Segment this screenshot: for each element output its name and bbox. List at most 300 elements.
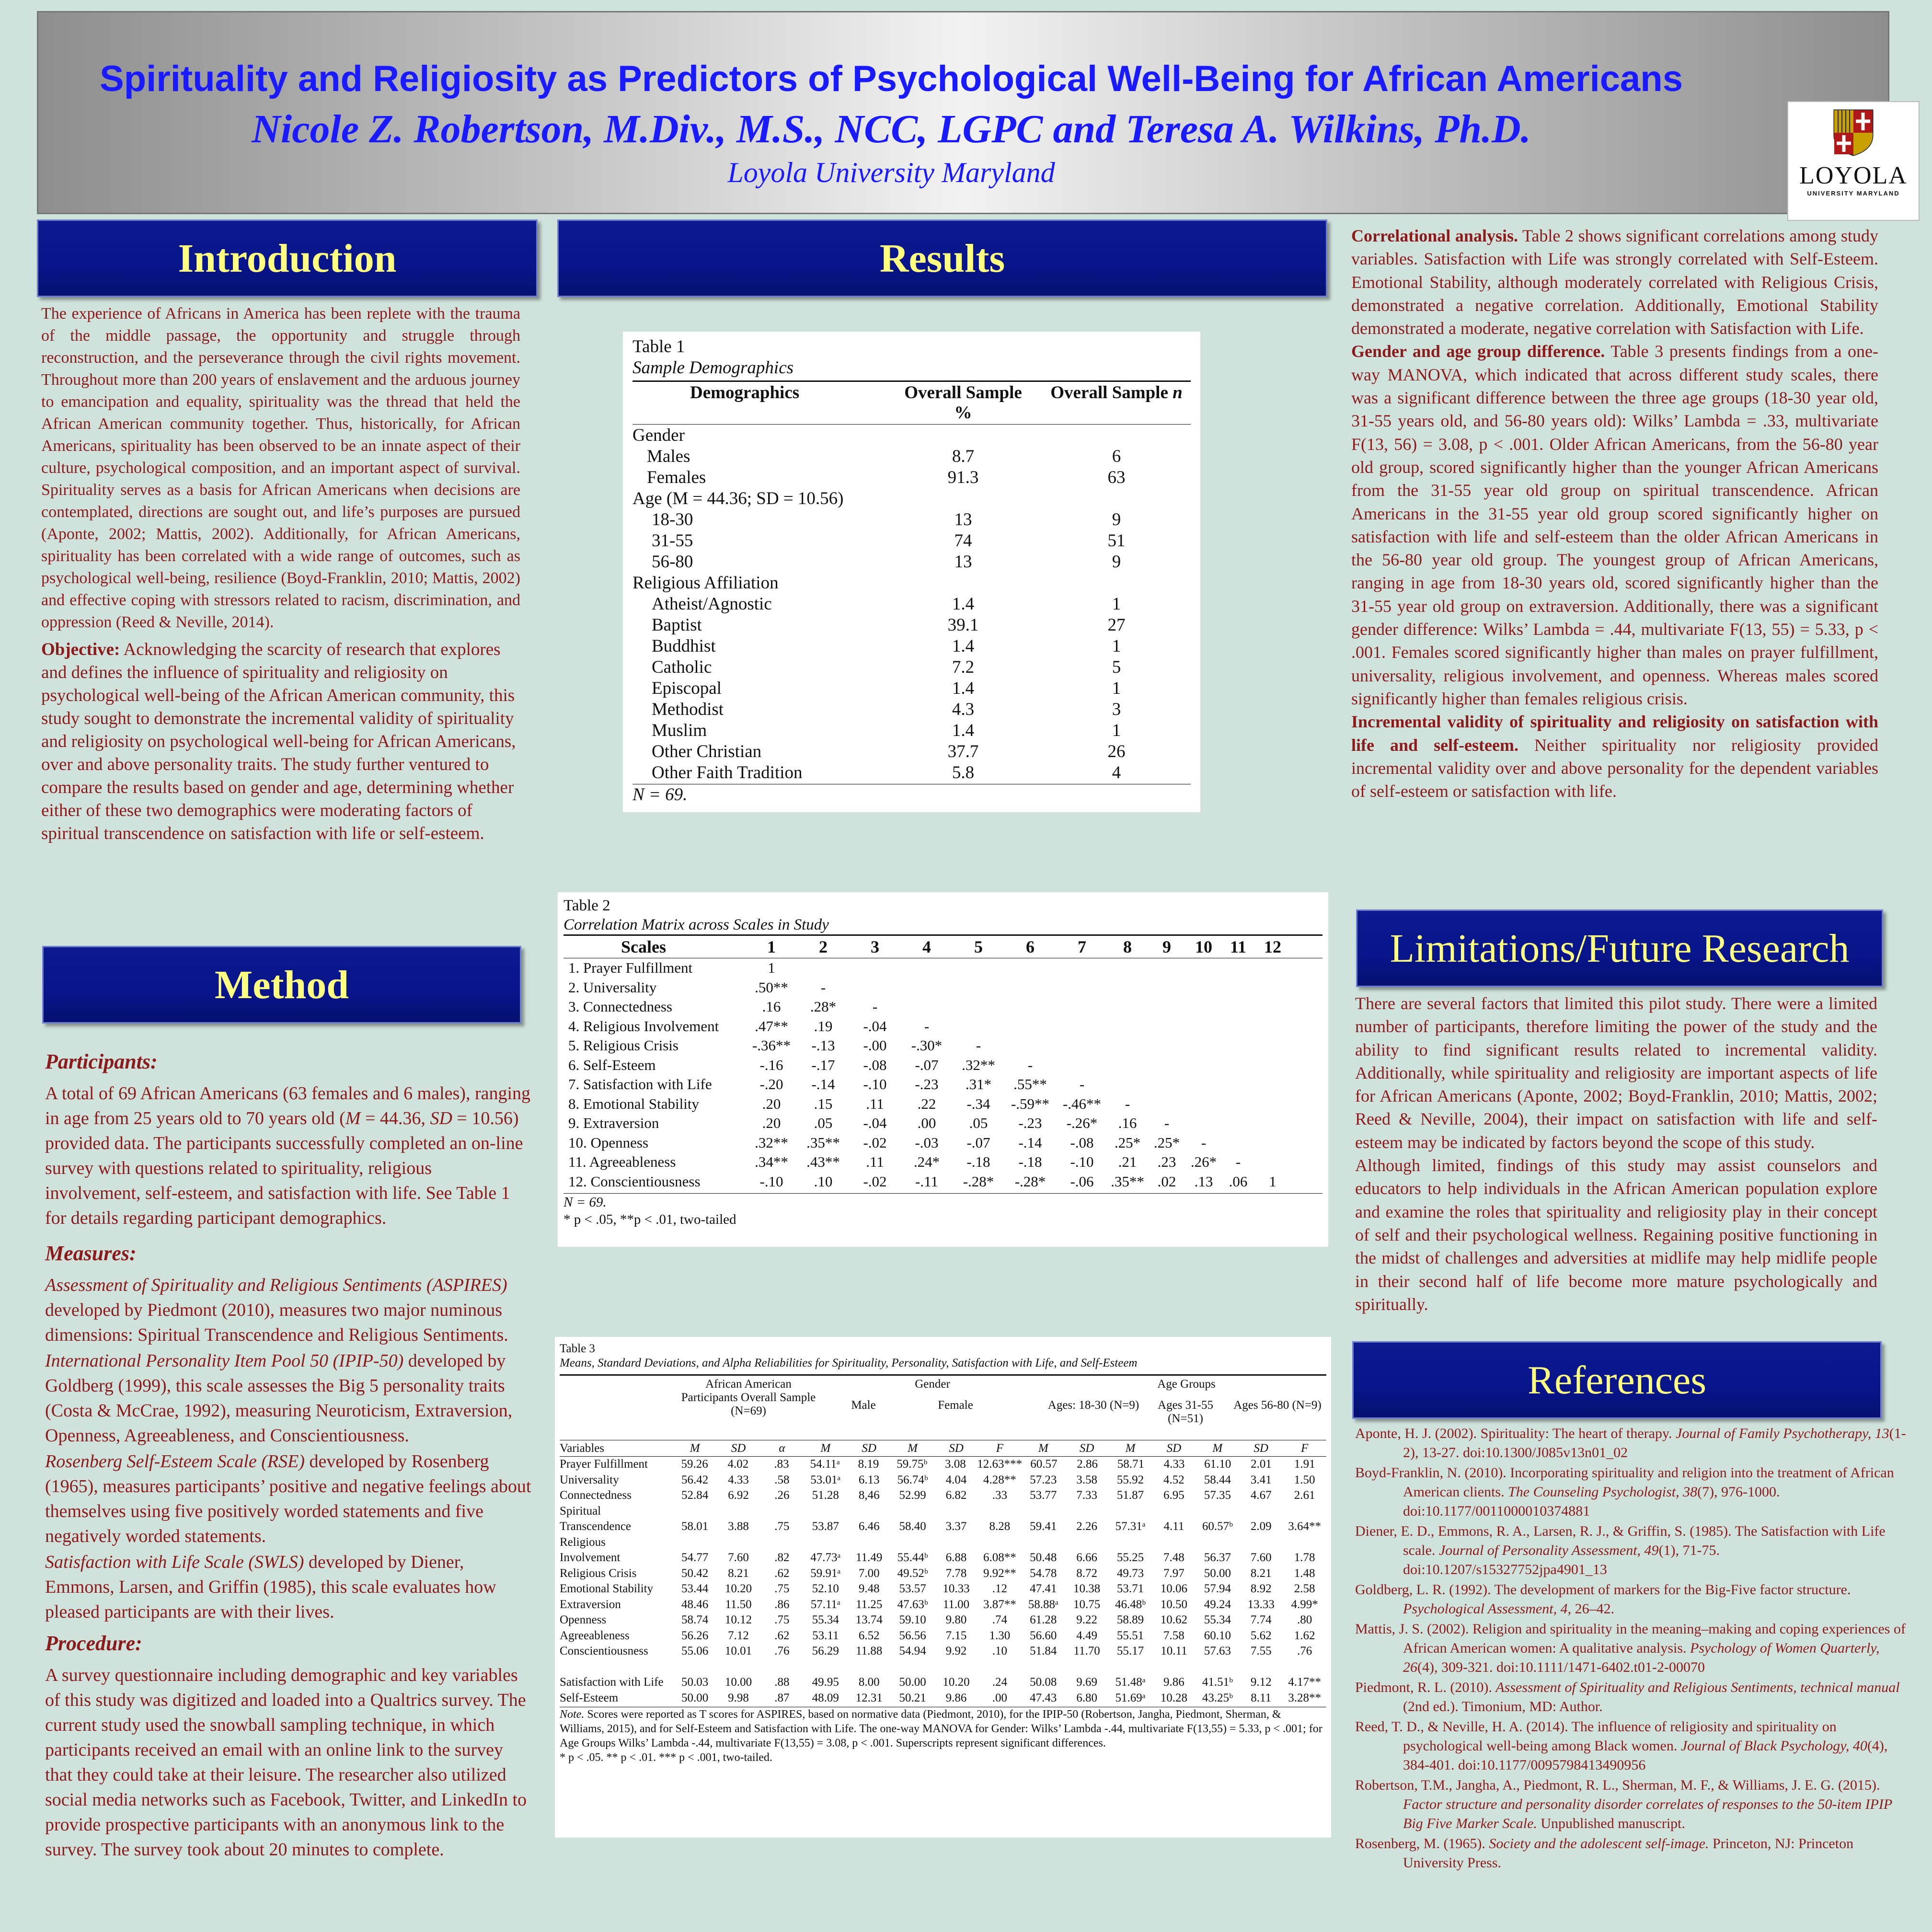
table-2-cell: -.46** xyxy=(1062,1095,1102,1112)
table-3-cell: 59.26 xyxy=(681,1458,708,1471)
table-1-cell-n: 1 xyxy=(1112,636,1121,656)
table-3-cell: 51.69ᵃ xyxy=(1115,1691,1146,1704)
table-3-cell: 6.52 xyxy=(858,1629,880,1642)
table-3-cell-variable: Conscientiousness xyxy=(560,1644,648,1658)
table-2-cell: .06 xyxy=(1229,1173,1248,1190)
limitations-body xyxy=(1355,992,1877,1316)
table-2-header xyxy=(564,936,1322,958)
table-3-col-header: M xyxy=(690,1441,700,1455)
table-3-cell: 60.57ᵇ xyxy=(1202,1520,1233,1533)
table-3-col-header: SD xyxy=(949,1441,964,1455)
table-2-cell-scale: 8. Emotional Stability xyxy=(568,1095,699,1112)
table-3-col-header: M xyxy=(908,1441,918,1455)
table-3-cell-variable: Self-Esteem xyxy=(560,1691,619,1704)
table-3-cell: 60.57 xyxy=(1030,1458,1058,1471)
table-3-cell: 58.40 xyxy=(899,1520,926,1533)
table-3-cell: 4.02 xyxy=(727,1458,749,1471)
table-3-cell: 61.28 xyxy=(1030,1613,1057,1627)
table-row xyxy=(632,446,1191,467)
table-3-cell-variable: Prayer Fulfillment xyxy=(560,1458,648,1471)
table-1 xyxy=(623,332,1200,812)
table-3-cell: 6.95 xyxy=(1163,1489,1184,1502)
table-3-cell: 9.86 xyxy=(945,1691,967,1704)
table-3-cell: 10.28 xyxy=(1160,1691,1188,1704)
table-3-cell: 54.11ᵃ xyxy=(810,1458,840,1471)
table-3-cell: 7.00 xyxy=(858,1566,880,1580)
table-2-body xyxy=(564,958,1322,1191)
table-2-cell: -.18 xyxy=(1018,1153,1042,1171)
table-1-cell-pct: 4.3 xyxy=(952,699,975,719)
table-2-cell: -.04 xyxy=(863,1115,887,1132)
table-3-cell: 13.74 xyxy=(855,1613,883,1627)
table-3-group-gender: Gender xyxy=(915,1378,950,1391)
table-3-cell: 47.63ᵇ xyxy=(897,1598,928,1611)
table-3-title: Means, Standard Deviations, and Alpha Reliabilities for Spirituality, Personality, Satisfaction with Life, and Self-Esteem xyxy=(560,1357,1138,1369)
table-3-cell: 9.12 xyxy=(1250,1676,1272,1689)
table-3-cell: 47.41 xyxy=(1030,1582,1057,1596)
reference-item xyxy=(1355,1580,1906,1619)
table-3-sub-age1: Ages: 18-30 (N=9) xyxy=(1047,1399,1139,1412)
table-3-cell: 4.49 xyxy=(1076,1629,1098,1642)
table-1-cell-pct: 13 xyxy=(954,509,972,529)
table-2-cell: .15 xyxy=(814,1095,833,1112)
table-3-cell: 4.67 xyxy=(1250,1489,1272,1502)
measure-text: developed by Goldberg (1999), this scale assesses the Big 5 personality traits (Costa & McCrae, 1992), measuring Neuroticism, Extraversion, Openness, Agreeableness, and Conscientiousness. xyxy=(45,1351,513,1446)
table-3-cell: .83 xyxy=(774,1458,789,1471)
table-2-cell: .50** xyxy=(755,978,788,996)
table-1-col-pct-line1: Overall Sample xyxy=(904,383,1022,402)
table-3-cell: 7.78 xyxy=(945,1566,967,1580)
procedure-text: A survey questionnaire including demographic and key variables of this study was digitized and loaded into a Qualtrics survey. The current study used the snowball sampling technique, in which participants received an email with an online link to the survey that they could take at their leisure. The researcher also utilized social media networks such as Facebook, Twitter, and LinkedIn to provide prospective participants with an anonymous link to the survey. The survey took about 20 minutes to complete. xyxy=(45,1665,527,1860)
table-3-cell: 2.58 xyxy=(1294,1582,1315,1596)
table-row xyxy=(632,678,1191,699)
table-2-cell: -.28* xyxy=(1014,1173,1046,1190)
table-3-cell: 55.25 xyxy=(1116,1551,1144,1564)
reference-item xyxy=(1355,1717,1906,1775)
table-3-col-header: F xyxy=(996,1441,1003,1455)
table-3-cell: 10.33 xyxy=(943,1582,970,1596)
table-row xyxy=(564,1017,1322,1036)
table-3-cell: .75 xyxy=(774,1520,790,1533)
table-row xyxy=(560,1472,1326,1488)
table-1-cell-pct: 91.3 xyxy=(947,467,979,487)
table-2-label: Table 2 xyxy=(564,897,610,914)
table-2-cell: .23 xyxy=(1157,1153,1176,1171)
table-3-cell: 55.17 xyxy=(1116,1644,1144,1658)
table-3-col-header: M xyxy=(1038,1441,1048,1455)
table-3-cell: 50.48 xyxy=(1030,1551,1057,1564)
table-3-cell: 8.28 xyxy=(989,1520,1011,1533)
table-3-cell: 3.28** xyxy=(1288,1691,1321,1704)
table-2-cell: -.26* xyxy=(1066,1115,1098,1132)
table-2-cell: -.14 xyxy=(811,1076,835,1093)
table-3-cell: 8.11 xyxy=(1251,1691,1272,1704)
table-1-cell-n: 1 xyxy=(1112,594,1121,614)
table-2-cell: - xyxy=(1125,1095,1130,1112)
table-3-cell: 6.80 xyxy=(1076,1691,1098,1704)
measure-item xyxy=(45,1273,531,1347)
table-3-col-header: Variables xyxy=(560,1441,605,1455)
gender-age-text: Table 3 presents findings from a one-way MANOVA, which indicated that across different study scales, there was a significant difference between the three age groups (18-30 year old, 31-55 years old, and 56-80 years old): Wilks’ Lambda = .33, multivariate F(13, 56) = 3.08, p < .001. Older African Americans, from the 56-80 year old group, scored significantly higher than the younger African Americans from the 31-55 year old group on spiritual transcendence. African Americans in the 31-55 year old group scored significantly higher on satisfaction with life and self-esteem than the older African Americans in the 56-80 year old group. The youngest group of African Americans, ranging in age from 18-30 years old, scored significantly higher than the 31-55 year old group on extraversion. Additionally, there was a significant gender difference: Wilks’ Lambda = .44, multivariate F(13, 55) = 5.33, p < .001. Females scored significantly higher than males on prayer fulfillment, universality, religious involvement, and openness. Whereas males scored significantly higher than females religious crisis. xyxy=(1351,342,1878,708)
table-3-col-header: SD xyxy=(862,1441,876,1455)
table-3-cell: 8.21 xyxy=(1250,1566,1272,1580)
table-2-cell: .31* xyxy=(965,1076,992,1093)
table-2-cell: .43** xyxy=(806,1153,840,1171)
table-row xyxy=(632,425,1191,446)
intro-paragraph: The experience of Africans in America has been replete with the trauma of the middle passage, the opportunity and struggle through reconstruction, and the perseverance through the civil rights movement. Throughout more than 200 years of enslavement and the arduous journey to emancipation and equality, spirituality was the thread that held the African American community together. Thus, historically, for African Americans, spirituality has been observed to be an innate aspect of their culture, psychological composition, and an important aspect of survival. Spirituality serves as a basis for African Americans when decisions are contemplated, directions are sought out, and life’s purposes are pursued (Aponte, 2002; Mattis, 2002). Additionally, for African Americans, spirituality has been correlated with a wide range of outcomes, such as psychological well-being, resilience (Boyd-Franklin, 2010; Mattis, 2002) and effective coping with stressors related to racism, discrimination, and oppression (Reed & Neville, 2014). xyxy=(41,305,520,631)
table-3-cell: 55.34 xyxy=(812,1613,839,1627)
table-3-cell: 2.09 xyxy=(1250,1520,1272,1533)
table-3-cell: 56.37 xyxy=(1204,1551,1231,1564)
table-2-cell: 1 xyxy=(768,959,775,977)
table-1-cell-label: Atheist/Agnostic xyxy=(652,594,772,614)
reference-item xyxy=(1355,1620,1906,1677)
table-3-cell-variable: Satisfaction with Life xyxy=(560,1676,664,1689)
table-3-cell: 10.38 xyxy=(1073,1582,1101,1596)
table-3-cell: 5.62 xyxy=(1250,1629,1272,1642)
table-2-col-header: 2 xyxy=(819,937,828,956)
table-2-col-header: 8 xyxy=(1123,937,1132,956)
table-2-cell: - xyxy=(1164,1115,1170,1132)
table-3-cell-variable: Agreeableness xyxy=(560,1629,630,1642)
table-3-cell: 11.70 xyxy=(1073,1644,1100,1658)
table-3-cell: 50.00 xyxy=(899,1676,926,1689)
table-3-cell: 9.92 xyxy=(945,1644,967,1658)
table-3-cell-variable: Universality xyxy=(560,1473,619,1486)
table-2-cell: -.36** xyxy=(752,1037,791,1054)
table-3-cell: 58.71 xyxy=(1117,1458,1144,1471)
table-2-cell: .16 xyxy=(762,998,781,1015)
reference-details: (4), 309-321. doi:10.1111/1471-6402.t01-2-00070 xyxy=(1417,1659,1705,1675)
table-3-cell: 55.34 xyxy=(1204,1613,1231,1627)
reference-item xyxy=(1355,1776,1906,1833)
results-header: Results xyxy=(557,219,1327,297)
table-3 xyxy=(555,1337,1331,1838)
table-row xyxy=(560,1535,1326,1551)
measure-text: developed by Diener, Emmons, Larsen, and Griffin (1985), this scale evaluates how pleased participants are with their lives. xyxy=(45,1552,496,1622)
table-3-cell: 8.72 xyxy=(1076,1566,1098,1580)
table-2-cell: -.23 xyxy=(1018,1115,1042,1132)
table-3-cell: 55.92 xyxy=(1116,1473,1144,1486)
reference-text: Robertson, T.M., Jangha, A., Piedmont, R. L., Sherman, M. F., & Williams, J. E. G. (2015). xyxy=(1355,1777,1880,1793)
table-3-cell-variable: Extraversion xyxy=(560,1598,621,1611)
references-header: References xyxy=(1352,1341,1882,1419)
table-row xyxy=(632,509,1191,530)
poster-affiliation: Loyola University Maryland xyxy=(727,157,1055,188)
table-3-cell: 49.52ᵇ xyxy=(897,1566,928,1580)
measure-name: International Personality Item Pool 50 (IPIP-50) xyxy=(45,1351,404,1371)
limitations-paragraph-2: Although limited, findings of this study may assist counselors and educators to help individuals in the African American population explore and examine the roles that spirituality and religiosity play in their concept of self and their psychological wellness. Regaining positive functioning in the midst of challenges and adversities at midlife may help midlife people in their second half of life become more mature psychologically and spiritually. xyxy=(1355,1156,1877,1314)
table-3-cell: 1.91 xyxy=(1294,1458,1315,1471)
table-3-cell: 48.09 xyxy=(812,1691,839,1704)
table-3-cell: .80 xyxy=(1297,1613,1312,1627)
table-3-cell: 50.42 xyxy=(681,1566,709,1580)
reference-details: (2nd ed.). Timonium, MD: Author. xyxy=(1403,1699,1603,1714)
table-3-cell: 56.74ᵇ xyxy=(897,1473,928,1486)
university-logo xyxy=(1787,101,1920,221)
table-2-cell: .20 xyxy=(762,1115,781,1132)
table-1-cell-pct: 37.7 xyxy=(947,741,979,761)
table-2 xyxy=(558,892,1328,1247)
participants-mean-symbol: M xyxy=(345,1108,361,1128)
table-2-cell: - xyxy=(976,1037,981,1054)
table-3-col-header: α xyxy=(779,1441,785,1455)
table-1-cell-n: 26 xyxy=(1107,741,1126,761)
table-3-cell: 49.95 xyxy=(812,1676,839,1689)
measure-item xyxy=(45,1449,531,1549)
measure-name: Rosenberg Self-Esteem Scale (RSE) xyxy=(45,1451,305,1472)
table-1-cell-label: Other Faith Tradition xyxy=(652,762,803,782)
table-row xyxy=(560,1690,1326,1706)
introduction-header: Introduction xyxy=(37,219,538,297)
reference-source: Assessment of Spirituality and Religious Sentiments, technical manual xyxy=(1495,1679,1900,1695)
table-2-cell: .25* xyxy=(1114,1134,1141,1151)
table-2-cell: -.07 xyxy=(966,1134,990,1151)
table-3-cell: 3.37 xyxy=(945,1520,967,1533)
table-3-cell: 51.48ᵃ xyxy=(1115,1676,1146,1689)
table-3-cell: 8.00 xyxy=(858,1676,880,1689)
reference-item xyxy=(1355,1522,1906,1579)
measure-item xyxy=(45,1348,531,1448)
table-3-cell: 41.51ᵇ xyxy=(1202,1676,1233,1689)
reference-item xyxy=(1355,1424,1906,1462)
table-2-cell: -.00 xyxy=(863,1037,887,1054)
table-3-cell-variable: Involvement xyxy=(560,1551,621,1564)
table-3-cell: 4.17** xyxy=(1288,1676,1321,1689)
table-3-cell: .76 xyxy=(1297,1644,1312,1658)
table-3-cell: 10.20 xyxy=(943,1676,970,1689)
table-3-cell: 10.62 xyxy=(1160,1613,1188,1627)
participants-text xyxy=(45,1081,531,1230)
table-3-cell: 13.33 xyxy=(1247,1598,1275,1611)
table-3-cell: 3.64** xyxy=(1288,1520,1321,1533)
table-3-cell: .24 xyxy=(992,1676,1007,1689)
reference-details: (1-2), 13-27. doi:10.1300/J085v13n01_02 xyxy=(1403,1426,1906,1460)
table-3-subgroup-header xyxy=(560,1399,1326,1440)
table-3-cell: 48.46 xyxy=(681,1598,709,1611)
table-3-cell: .76 xyxy=(774,1644,790,1658)
table-3-cell: 53.01ᵃ xyxy=(810,1473,841,1486)
table-3-cell-variable: Religious Crisis xyxy=(560,1566,637,1580)
table-row xyxy=(632,467,1191,488)
table-3-cell: 3.87** xyxy=(983,1598,1016,1611)
table-3-cell: 9.48 xyxy=(858,1582,880,1596)
table-2-cell: -.17 xyxy=(811,1056,835,1073)
table-3-cell: 7.48 xyxy=(1163,1551,1184,1564)
table-2-cell: - xyxy=(1027,1056,1033,1073)
reference-source: Psychology of Women Quarterly, 26 xyxy=(1403,1640,1880,1675)
table-1-header xyxy=(632,382,1191,424)
poster-title: Spirituality and Religiosity as Predictors of Psychological Well-Being for African Americans xyxy=(100,58,1683,99)
table-3-cell: 9.69 xyxy=(1076,1676,1098,1689)
table-2-cell: .10 xyxy=(814,1173,833,1190)
reference-source: Factor structure and personality disorder correlates of responses to the 50-item IPIP Big Five Marker Scale. xyxy=(1403,1796,1892,1831)
table-1-cell-n: 3 xyxy=(1112,699,1121,719)
table-3-cell: .75 xyxy=(774,1582,790,1596)
table-2-cell: -.03 xyxy=(915,1134,939,1151)
table-3-cell: 11.88 xyxy=(856,1644,883,1658)
table-1-cell-label: Catholic xyxy=(652,657,712,677)
table-row xyxy=(632,614,1191,635)
table-3-cell: 57.31ᵃ xyxy=(1115,1520,1146,1533)
table-1-cell-n: 6 xyxy=(1112,446,1121,466)
table-3-cell: 7.58 xyxy=(1163,1629,1184,1642)
table-3-cell: 12.63*** xyxy=(977,1458,1023,1471)
table-2-cell: .32** xyxy=(962,1056,995,1073)
table-1-cell-label: Males xyxy=(647,446,690,466)
gender-age-label: Gender and age group difference. xyxy=(1351,342,1605,361)
table-1-cell-label: Gender xyxy=(632,425,685,445)
table-3-cell: 9.98 xyxy=(728,1691,749,1704)
table-1-cell-pct: 7.2 xyxy=(952,657,975,677)
table-2-cell: - xyxy=(1079,1076,1085,1093)
table-3-cell: 57.23 xyxy=(1030,1473,1057,1486)
table-3-cell: 6.46 xyxy=(858,1520,880,1533)
reference-source: Journal of Black Psychology, 40 xyxy=(1680,1738,1867,1754)
table-3-cell: 57.35 xyxy=(1204,1489,1231,1502)
table-2-col-header: 4 xyxy=(922,937,931,956)
table-3-cell: 53.44 xyxy=(681,1582,709,1596)
table-3-cell: .33 xyxy=(992,1489,1007,1502)
table-3-cell: 53.77 xyxy=(1030,1489,1057,1502)
reference-item xyxy=(1355,1834,1906,1873)
table-2-cell: - xyxy=(820,978,826,996)
table-3-cell: 7.97 xyxy=(1163,1566,1184,1580)
table-3-cell: 57.63 xyxy=(1204,1644,1231,1658)
table-2-col-header: 12 xyxy=(1264,937,1281,956)
table-row xyxy=(632,488,1191,509)
table-2-cell: .13 xyxy=(1194,1173,1213,1190)
table-3-cell: 56.26 xyxy=(681,1629,709,1642)
table-2-cell: .25* xyxy=(1153,1134,1180,1151)
table-3-cell: 4.33 xyxy=(728,1473,749,1486)
table-3-cell: 47.43 xyxy=(1030,1691,1057,1704)
table-2-cell: .02 xyxy=(1157,1173,1176,1190)
table-3-cell: 53.11 xyxy=(812,1629,839,1642)
table-3-cell: 56.42 xyxy=(681,1473,709,1486)
table-1-cell-pct: 1.4 xyxy=(952,594,975,614)
table-3-col-header xyxy=(560,1440,1326,1456)
table-2-cell: .28* xyxy=(810,998,837,1015)
table-3-cell: 52.84 xyxy=(681,1489,709,1502)
reference-text: Reed, T. D., & Neville, H. A. (2014). The influence of religiosity and spirituality on psychological well-being among Black women. xyxy=(1355,1719,1837,1754)
table-3-cell: 7.74 xyxy=(1250,1613,1272,1627)
table-row xyxy=(560,1659,1326,1675)
incremental-text: Neither spirituality nor religiosity provided incremental validity over and above personality for the dependent variables of self-esteem or satisfaction with life. xyxy=(1351,735,1878,801)
procedure-heading: Procedure: xyxy=(45,1632,142,1655)
table-2-cell-scale: 7. Satisfaction with Life xyxy=(568,1076,712,1093)
table-1-cell-n: 63 xyxy=(1107,467,1126,487)
table-3-cell: 1.50 xyxy=(1294,1473,1315,1486)
table-3-cell: 59.91ᵃ xyxy=(810,1566,841,1580)
table-3-cell: 53.71 xyxy=(1116,1582,1144,1596)
table-2-cell-scale: 12. Conscientiousness xyxy=(568,1173,701,1190)
references-list xyxy=(1355,1424,1906,1874)
table-3-cell: .74 xyxy=(992,1613,1007,1627)
table-2-cell: - xyxy=(1201,1134,1207,1151)
table-3-cell: 11.00 xyxy=(943,1598,970,1611)
table-row xyxy=(560,1597,1326,1613)
table-3-cell: 50.03 xyxy=(681,1676,709,1689)
table-3-group-age: Age Groups xyxy=(1157,1378,1216,1391)
table-2-note-sig: * p < .05, **p < .01, two-tailed xyxy=(564,1212,736,1227)
table-2-cell: -.08 xyxy=(1070,1134,1094,1151)
table-2-cell: .00 xyxy=(917,1115,936,1132)
table-3-cell: .58 xyxy=(774,1473,790,1486)
table-3-cell: 58.89 xyxy=(1116,1613,1144,1627)
table-2-cell: .34** xyxy=(755,1153,788,1171)
table-1-body xyxy=(632,425,1191,783)
table-1-cell-n: 9 xyxy=(1112,552,1121,572)
table-2-cell: .35** xyxy=(806,1134,840,1151)
table-2-cell-scale: 9. Extraversion xyxy=(568,1115,659,1132)
table-3-note-sig: * p < .05. ** p < .01. *** p < .001, two-tailed. xyxy=(560,1751,772,1764)
table-3-cell: 57.11ᵃ xyxy=(810,1598,840,1611)
reference-details: Princeton, NJ: Princeton University Press. xyxy=(1403,1836,1854,1871)
table-3-cell: 1.62 xyxy=(1294,1629,1315,1642)
table-3-cell: 3.58 xyxy=(1076,1473,1098,1486)
table-3-cell: 10.01 xyxy=(724,1644,752,1658)
correlational-label: Correlational analysis. xyxy=(1351,226,1518,245)
table-3-group-overall: African American Participants Overall Sample (N=69) xyxy=(681,1378,816,1417)
table-3-cell: 8.21 xyxy=(728,1566,749,1580)
table-3-cell: 4.28** xyxy=(983,1473,1016,1486)
table-row xyxy=(560,1675,1326,1690)
table-row xyxy=(632,762,1191,783)
table-3-cell: .86 xyxy=(774,1598,790,1611)
table-2-cell: - xyxy=(872,998,878,1015)
table-3-cell: .10 xyxy=(992,1644,1007,1658)
table-row xyxy=(564,1152,1322,1172)
table-2-cell-scale: 5. Religious Crisis xyxy=(568,1037,678,1054)
table-2-cell: -.10 xyxy=(759,1173,783,1190)
table-1-cell-pct: 1.4 xyxy=(952,720,975,740)
table-row xyxy=(632,551,1191,572)
objective-label: Objective: xyxy=(41,640,120,659)
table-3-cell-variable: Spiritual xyxy=(560,1504,601,1518)
table-2-cell-scale: 4. Religious Involvement xyxy=(568,1017,719,1035)
table-3-cell: 55.51 xyxy=(1116,1629,1144,1642)
table-3-note xyxy=(560,1707,1326,1750)
table-row xyxy=(560,1612,1326,1628)
table-3-cell: 59.10 xyxy=(899,1613,926,1627)
participants-text-a: A total of 69 African Americans (63 females and 6 males), ranging in age from 25 years old to 70 years old ( xyxy=(45,1083,531,1128)
correlational-text: Table 2 shows significant correlations among study variables. Satisfaction with Life was strongly correlated with Self-Esteem. Emotional Stability, although moderately correlated with Religious Crisis, demonstrated a negative correlation. Additionally, Emotional Stability demonstrated a moderate, negative correlation with Satisfaction with Life. xyxy=(1351,226,1879,338)
table-3-cell: 6.66 xyxy=(1076,1551,1098,1564)
table-3-cell: 51.28 xyxy=(812,1489,839,1502)
table-3-cell: 8.92 xyxy=(1250,1582,1272,1596)
incremental-label: Incremental validity of spirituality and religiosity on satisfaction with life and self-esteem. xyxy=(1351,712,1878,755)
table-1-col-n xyxy=(1045,383,1188,423)
table-1-col-pct-line2: % xyxy=(954,403,972,423)
table-1-cell-n: 9 xyxy=(1112,509,1121,529)
table-row xyxy=(564,958,1322,978)
table-row xyxy=(632,593,1191,614)
table-3-cell: 58.74 xyxy=(681,1613,709,1627)
table-1-col-n-symbol: n xyxy=(1173,383,1183,402)
table-3-body xyxy=(560,1457,1326,1706)
table-3-cell: 58.44 xyxy=(1204,1473,1231,1486)
method-body xyxy=(45,1045,531,1867)
table-3-col-header: M xyxy=(1212,1441,1223,1455)
measures-list xyxy=(45,1273,531,1624)
table-2-title: Correlation Matrix across Scales in Study xyxy=(564,916,829,933)
table-3-cell: 9.92** xyxy=(983,1566,1016,1580)
table-3-cell: 3.08 xyxy=(945,1458,966,1471)
table-3-sub-male: Male xyxy=(851,1399,876,1412)
incremental-paragraph xyxy=(1351,710,1878,803)
logo-subtitle: UNIVERSITY MARYLAND xyxy=(1807,190,1900,197)
